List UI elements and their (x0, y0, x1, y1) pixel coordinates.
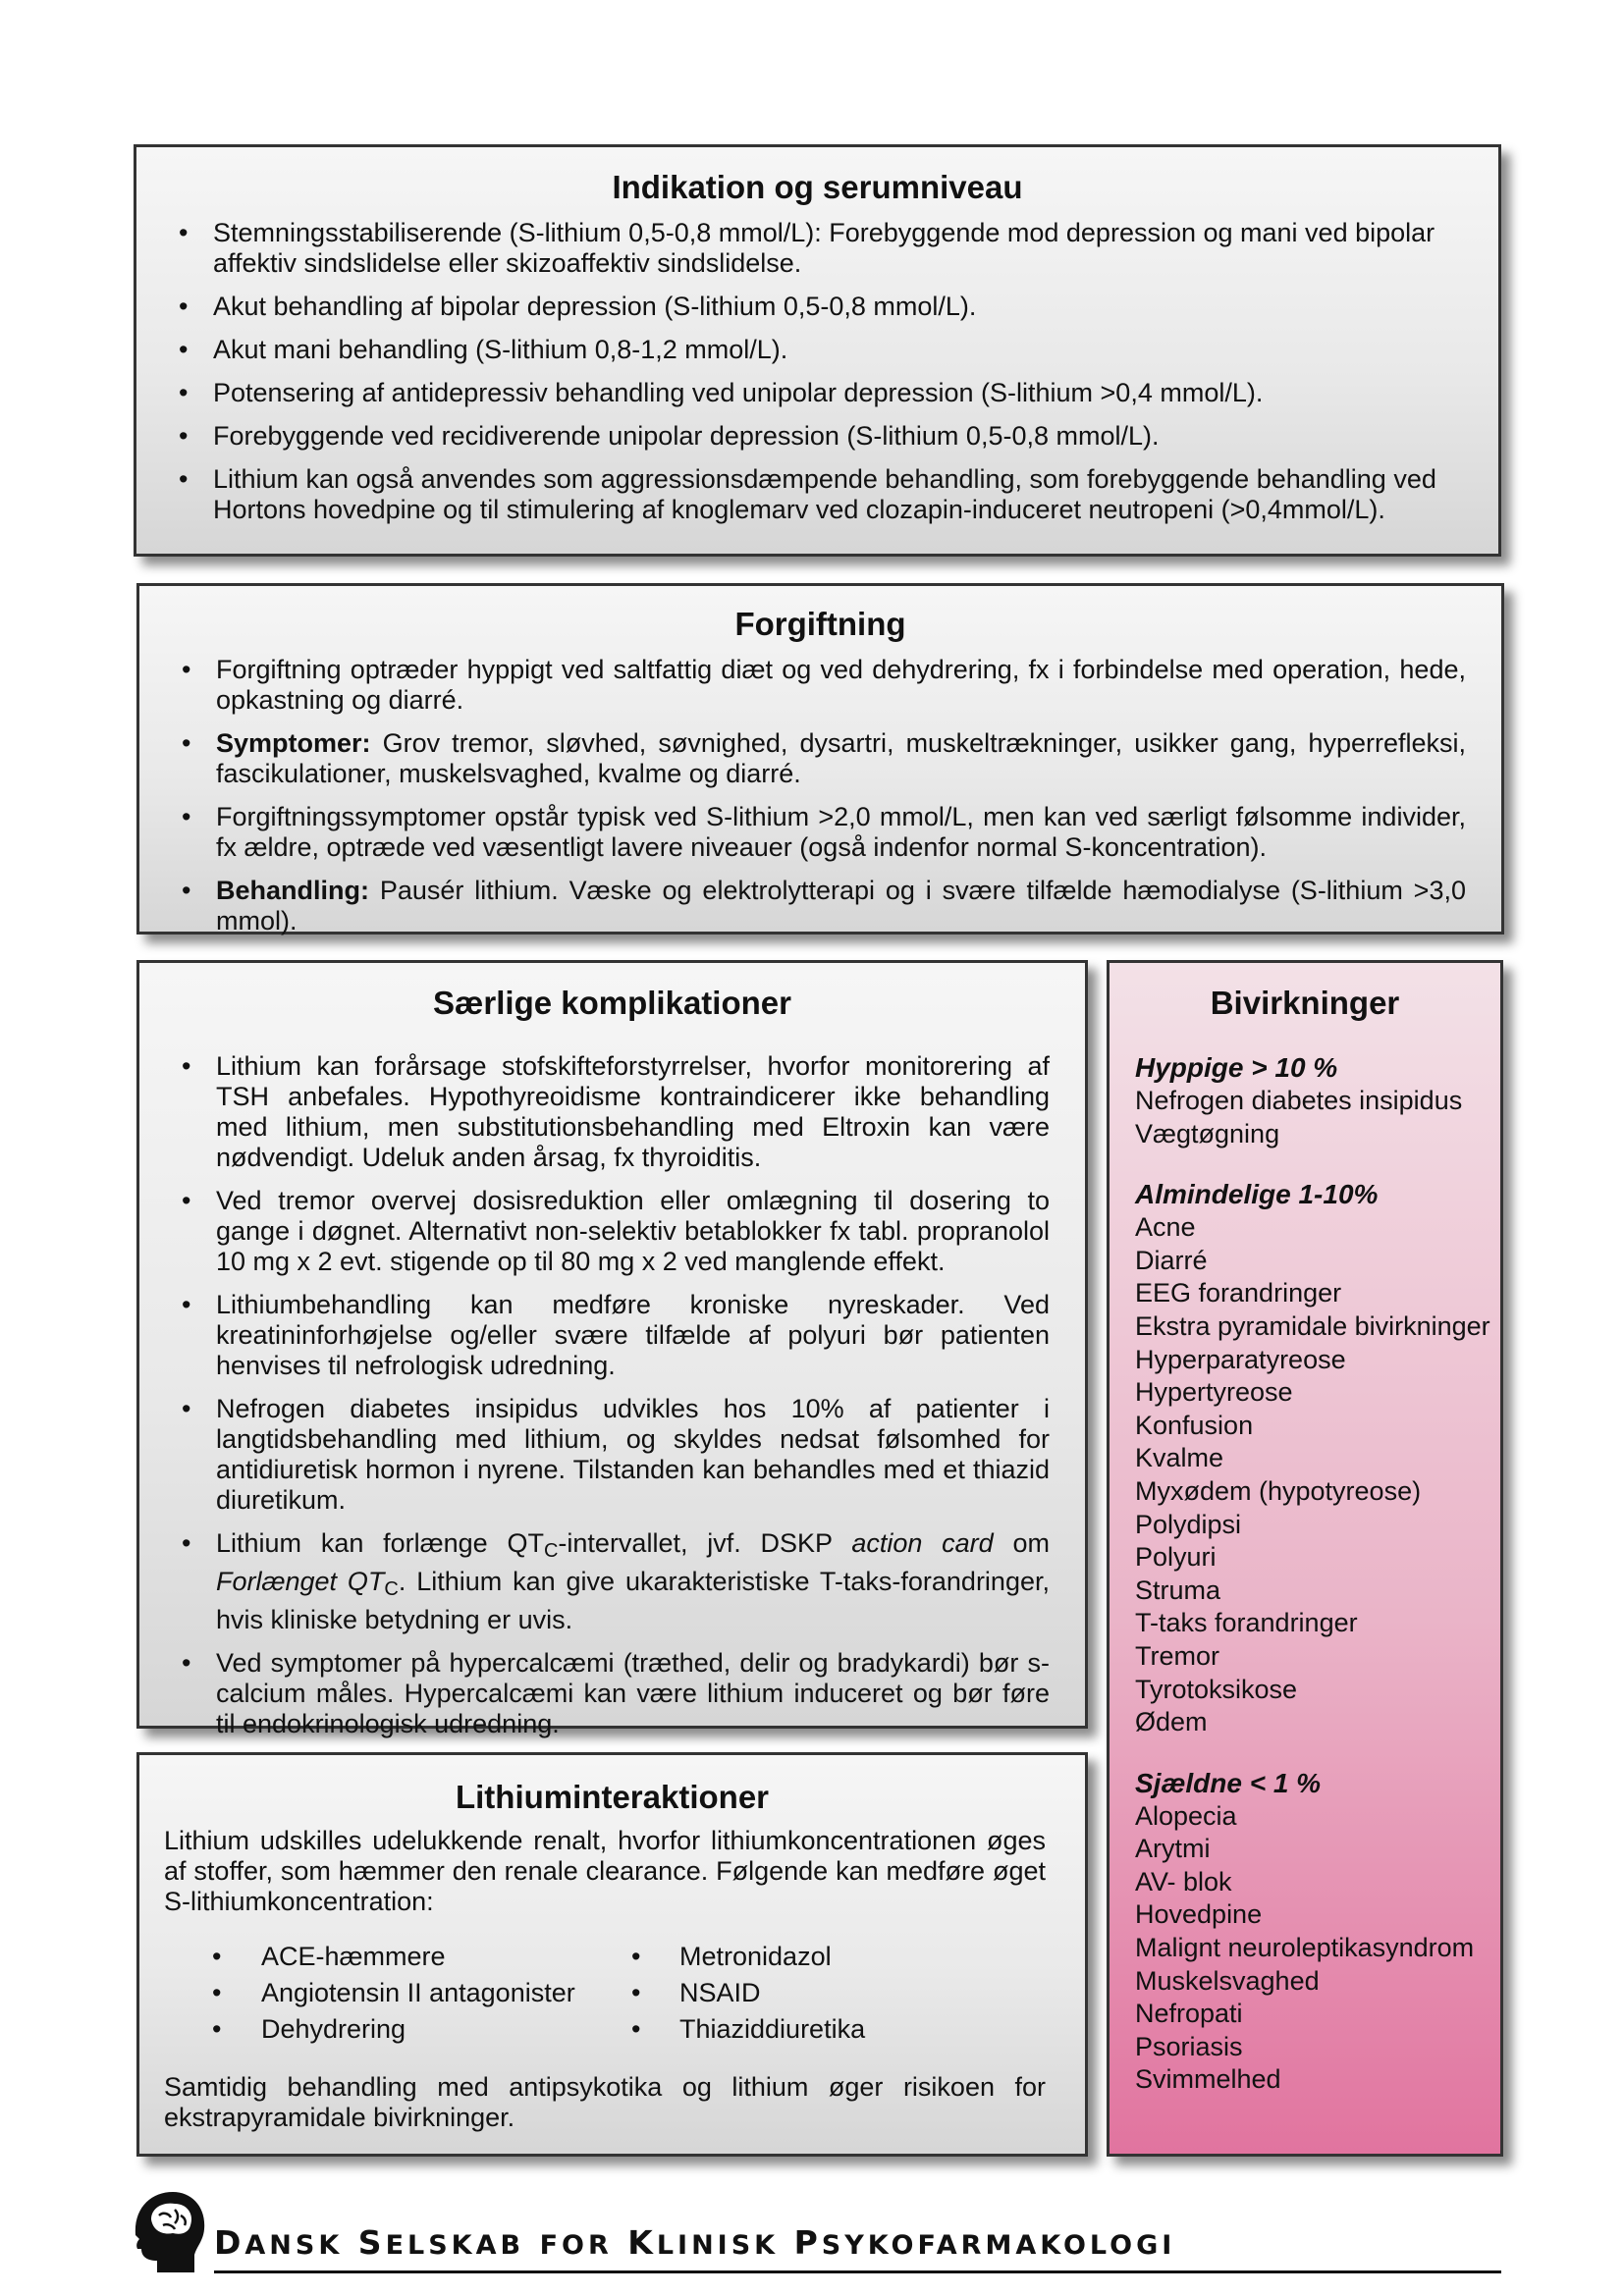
list-item: • Dehydrering (212, 2014, 406, 2044)
interaktioner-col-1 (139, 1939, 593, 2048)
interaktioner-columns (139, 1939, 1085, 2048)
list-item: Ekstra pyramidale bivirkninger (1135, 1310, 1490, 1341)
list-item: Vægtøgning (1135, 1118, 1280, 1148)
list-item: Myxødem (hypotyreose) (1135, 1475, 1422, 1506)
list-item: • Lithiumbehandling kan medføre kroniske nyreskader. Ved kreatininforhøjelse og/eller svære tilfælde af polyuri bør patienten henvises til nefrologisk udredning. (182, 1290, 1050, 1380)
footer-rule (214, 2270, 1501, 2273)
list-item: Konfusion (1135, 1410, 1254, 1440)
list-item: • Lithium kan forårsage stofskifteforstyrrelser, hvorfor monitorering af TSH anbefales. Hypothyreoidisme kontraindicerer ikke behandling med lithium, men substitutionsbehandling med Eltroxin kan være nødvendigt. Udeluk anden årsag, fx thyroiditis. (182, 1051, 1050, 1172)
list-item: • Behandling: Pausér lithium. Væske og elektrolytterapi og i svære tilfælde hæmodialyse (S-lithium >3,0 mmol). (182, 876, 1466, 935)
bivirkninger-title: Bivirkninger (1210, 985, 1400, 1021)
list-item: • Stemningsstabiliserende (S-lithium 0,5-0,8 mmol/L): Forebyggende mod depression og mani ved bipolar affektiv sindslidelse eller skizoaffektiv sindslidelse. (179, 218, 1435, 278)
footer-brand: DANSK SELSKAB FOR KLINISK PSYKOFARMAKOLOGI (214, 2223, 1176, 2262)
forgiftning-list (139, 655, 1501, 936)
list-item: Ødem (1135, 1707, 1208, 1737)
list-item: • Lithium kan også anvendes som aggressionsdæmpende behandling, som forebyggende behandling ved Hortons hovedpine og til stimulering af knoglemarv ved clozapin-induceret neutropeni (>0,4mmol/L). (179, 464, 1436, 524)
indikation-title: Indikation og serumniveau (612, 169, 1023, 205)
list-item: • ACE-hæmmere (212, 1942, 446, 1971)
list-item: Nefropati (1135, 1999, 1243, 2029)
list-item: • Forgiftning optræder hyppigt ved saltfattig diæt og ved dehydrering, fx i forbindelse med operation, hede, opkastning og diarré. (182, 655, 1466, 715)
list-item: Hypertyreose (1135, 1377, 1293, 1408)
list-item: Nefrogen diabetes insipidus (1135, 1086, 1463, 1115)
list-item: AV- blok (1135, 1866, 1232, 1896)
interaktioner-intro: Lithium udskilles udelukkende renalt, hvorfor lithiumkoncentrationen øges af stoffer, som hæmmer den renale clearance. Følgende kan medføre øget S-lithiumkoncentration: (164, 1826, 1046, 1916)
list-item: EEG forandringer (1135, 1278, 1342, 1308)
list-item: Arytmi (1135, 1834, 1211, 1864)
indikation-box (134, 144, 1501, 557)
list-item: Hyperparatyreose (1135, 1344, 1346, 1374)
bivirkninger-hyppige (1135, 1051, 1500, 1150)
list-item: Alopecia (1135, 1800, 1237, 1831)
list-item: T-taks forandringer (1135, 1608, 1358, 1638)
list-item: Kvalme (1135, 1443, 1224, 1473)
list-item: Tremor (1135, 1640, 1219, 1671)
list-item: • Thiaziddiuretika (631, 2014, 866, 2044)
list-item: • Ved symptomer på hypercalcæmi (træthed, delir og bradykardi) bør s-calcium måles. Hypercalcæmi kan være lithium induceret og bør føre til endokrinologisk udredning. (182, 1648, 1050, 1738)
interaktioner-outro: Samtidig behandling med antipsykotika og lithium øger risikoen for ekstrapyramidale bivirkninger. (164, 2072, 1046, 2132)
behandling-label: Behandling: (216, 876, 369, 905)
forgiftning-box (136, 583, 1504, 934)
section-heading: Sjældne < 1 % (1135, 1767, 1322, 1798)
list-item: Hovedpine (1135, 1899, 1263, 1930)
bivirkninger-sjaeldne (1135, 1767, 1500, 2097)
list-item: Muskelsvaghed (1135, 1965, 1320, 1996)
section-heading: Hyppige > 10 % (1135, 1052, 1338, 1083)
list-item: • Forebyggende ved recidiverende unipolar depression (S-lithium 0,5-0,8 mmol/L). (179, 421, 1160, 451)
list-item: Acne (1135, 1212, 1196, 1243)
list-item: • Nefrogen diabetes insipidus udvikles hos 10% af patienter i langtidsbehandling med lithium, og skyldes nedsat følsomhed for antidiuretisk hormon i nyrene. Tilstanden kan behandles med et thiazid diuretikum. (182, 1394, 1050, 1515)
bivirkninger-almindelige (1135, 1178, 1500, 1739)
komplikationer-list (139, 1051, 1085, 1739)
list-item: Tyrotoksikose (1135, 1674, 1298, 1704)
list-item: • Akut behandling af bipolar depression (S-lithium 0,5-0,8 mmol/L). (179, 292, 977, 321)
komplikationer-title: Særlige komplikationer (433, 985, 791, 1021)
symptomer-label: Symptomer: (216, 728, 371, 758)
footer (130, 2186, 1504, 2284)
list-item: Svimmelhed (1135, 2064, 1281, 2095)
list-item: • Akut mani behandling (S-lithium 0,8-1,2 mmol/L). (179, 335, 788, 364)
forgiftning-title: Forgiftning (734, 606, 906, 642)
list-item: • Forgiftningssymptomer opstår typisk ved S-lithium >2,0 mmol/L, men kan ved særligt følsomme individer, fx ældre, optræde ved væsentligt lavere niveauer (også indenfor normal S-koncentration). (182, 802, 1466, 862)
list-item: Polydipsi (1135, 1509, 1242, 1539)
bivirkninger-box (1107, 960, 1503, 2157)
interaktioner-title: Lithiuminteraktioner (455, 1779, 770, 1815)
list-item: Psoriasis (1135, 2031, 1243, 2061)
list-item: Struma (1135, 1575, 1221, 1605)
list-item: • Metronidazol (631, 1942, 832, 1971)
indikation-list (136, 218, 1498, 525)
list-item: • NSAID (631, 1978, 761, 2007)
list-item: Polyuri (1135, 1542, 1217, 1573)
list-item: • Ved tremor overvej dosisreduktion eller omlægning til dosering to gange i døgnet. Alternativt non-selektiv betablokker fx tabl. propranolol 10 mg x 2 evt. stigende op til 80 mg x 2 ved manglende effekt. (182, 1186, 1050, 1276)
list-item: • Lithium kan forlænge $QT_C$-intervallet, jvf. DSKP action card om Forlænget $QT_C$. Lithium kan give ukarakteristiske T-taks-forandringer, hvis kliniske betydning er uvis. (182, 1528, 1050, 1634)
list-item: • Potensering af antidepressiv behandling ved unipolar depression (S-lithium >0,4 mmol/L). (179, 378, 1264, 407)
list-item: Diarré (1135, 1245, 1208, 1275)
brain-head-logo-icon (130, 2186, 208, 2276)
list-item: • Angiotensin II antagonister (212, 1978, 575, 2007)
section-heading: Almindelige 1-10% (1135, 1179, 1379, 1210)
interaktioner-box (136, 1752, 1088, 2157)
interaktioner-col-2 (593, 1939, 1047, 2048)
list-item: • Symptomer: Grov tremor, sløvhed, søvnighed, dysartri, muskeltrækninger, usikker gang, hyperrefleksi, fascikulationer, muskelsvaghed, kvalme og diarré. (182, 728, 1466, 788)
komplikationer-box (136, 960, 1088, 1738)
list-item: Malignt neuroleptikasyndrom (1135, 1933, 1475, 1963)
